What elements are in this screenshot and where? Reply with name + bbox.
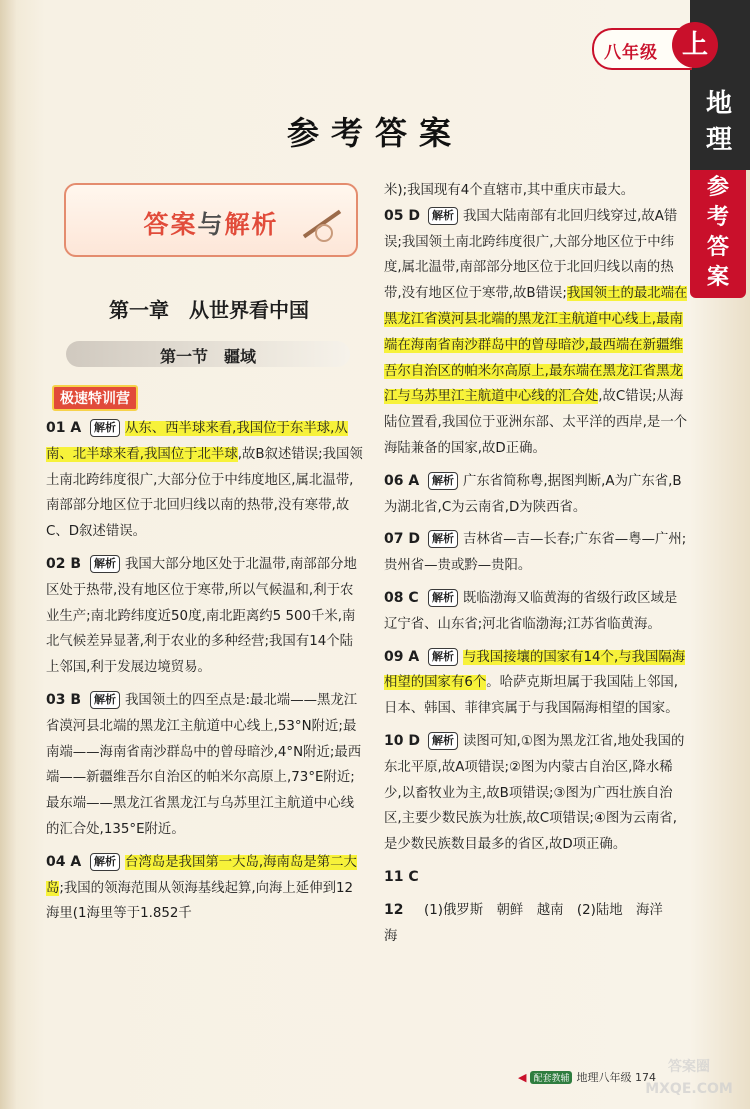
analysis-tag: 解析 (90, 853, 120, 871)
paperclip-icon (315, 224, 333, 242)
analysis-tag: 解析 (428, 530, 458, 548)
banner-text-analysis: 解析 (224, 210, 279, 239)
analysis-text: ,故B叙述错误;我国领土南北跨纬度很广,大部分位于中纬度地区,属北温带,南部部分地区位于北回归线以南的热带,没有寒带,故C、D叙述错误。 (46, 446, 363, 540)
right-answer-item (384, 865, 688, 891)
question-number: 03 B (46, 691, 82, 708)
item-gap (46, 927, 364, 934)
right-answer-item (384, 527, 688, 579)
right-answer-item (384, 204, 688, 462)
highlighted-text: 台湾岛是我国第一大岛,海南岛是第二大岛 (46, 854, 357, 896)
right-answer-item (384, 645, 688, 722)
analysis-tag: 解析 (428, 732, 458, 750)
item-gap (384, 722, 688, 729)
item-gap (46, 843, 364, 850)
analysis-tag: 解析 (90, 691, 120, 709)
term-badge: 上 (672, 22, 718, 68)
question-number: 08 C (384, 589, 419, 606)
question-number: 01 A (46, 420, 82, 436)
analysis-tag: 解析 (428, 207, 458, 225)
page-number: 174 (634, 1071, 656, 1084)
left-column (46, 416, 364, 934)
item-gap (384, 520, 688, 527)
item-gap (384, 462, 688, 469)
highlighted-text: 从东、西半球来看,我国位于东半球,从南、北半球来看,我国位于北半球 (46, 421, 348, 462)
question-number: 09 A (384, 648, 420, 665)
footer-text: 地理八年级 (576, 1071, 632, 1084)
subject-label: 地 理 (705, 89, 732, 155)
banner-text-answer: 答案 (143, 210, 198, 239)
question-number: 06 A (384, 472, 420, 489)
question-number: 12 (384, 901, 404, 918)
analysis-text: ,故C错误;从海陆位置看,我国位于亚洲东部、太平洋的西岸,是一个海陆兼备的国家,故D正确。 (384, 389, 688, 456)
analysis-text: ;我国的领海范围从领海基线起算,向海上延伸到12海里(1海里等于1.852千 (46, 880, 354, 922)
answer-tab-label: 参 考 答 案 (706, 174, 729, 290)
highlighted-text: 与我国接壤的国家有14个,与我国隔海相望的国家有6个 (384, 649, 686, 691)
analysis-text: 读图可知,①图为黑龙江省,地处我国的东北平原,故A项错误;②图为内蒙古自治区,降水稀少,以畜牧业为主,故B项错误;③图为广西壮族自治区,主要少数民族为壮族,故C项错误;④图为云南省,是少数民族数目最多的省区,故D项正确。 (384, 733, 685, 853)
analysis-text: 既临渤海又临黄海的省级行政区域是辽宁省、山东省;河北省临渤海;江苏省临黄海。 (384, 590, 678, 632)
question-number: 11 C (384, 868, 419, 885)
section-title: 第一节 疆域 (159, 347, 256, 366)
question-number: 05 D (384, 207, 420, 224)
question-number: 10 D (384, 732, 420, 749)
analysis-tag: 解析 (90, 555, 120, 573)
watermark-text: 答案圈 (668, 1059, 710, 1075)
analysis-text: 广东省简称粤,据图判断,A为广东省,B为湖北省,C为云南省,D为陕西省。 (384, 473, 682, 515)
left-answer-item (46, 416, 364, 545)
training-tag: 极速特训营 (52, 385, 138, 411)
analysis-tag: 解析 (428, 472, 458, 490)
answer-text: (1)俄罗斯 朝鲜 越南 (2)陆地 海洋 海 (384, 902, 677, 944)
highlighted-text: 我国领土的最北端在黑龙江省漠河县北端的黑龙江主航道中心线上,最南端在海南省南沙群岛中的曾母暗沙,最西端在新疆维吾尔自治区的帕米尔高原上,最东端在黑龙江省黑龙江与乌苏里江主航道中心线的汇合处 (384, 286, 688, 405)
item-gap (46, 545, 364, 552)
continued-text: 米);我国现有4个直辖市,其中重庆市最大。 (384, 183, 635, 198)
question-number: 02 B (46, 555, 82, 572)
right-answer-item (384, 469, 688, 521)
item-gap (384, 858, 688, 865)
question-number: 07 D (384, 531, 420, 548)
banner-text-and: 与 (197, 210, 225, 239)
grade-label: 八年级 (604, 43, 658, 63)
question-number: 04 A (46, 853, 82, 870)
right-answer-item (384, 586, 688, 638)
item-gap (384, 891, 688, 898)
watermark-logo (638, 1056, 740, 1104)
analysis-tag: 解析 (428, 589, 458, 607)
left-answer-item (46, 552, 364, 681)
left-answer-item (46, 688, 364, 843)
analysis-text: 我国领土的四至点是:最北端——黑龙江省漠河县北端的黑龙江主航道中心线上,53°N附近;最南端——海南省南沙群岛中的曾母暗沙,4°N附近;最西端——新疆维吾尔自治区的帕米尔高原上,73°E附近;最东端——黑龙江省黑龙江与乌苏里江主航道中心线的汇合处,135°E附近。 (46, 692, 362, 837)
right-answer-item (384, 729, 688, 858)
answer-analysis-banner (64, 183, 358, 257)
binding-edge (0, 0, 16, 1109)
banner-title (66, 205, 356, 241)
analysis-tag: 解析 (90, 419, 120, 437)
chapter-title: 第一章 从世界看中国 (109, 298, 309, 322)
page-title: 参考答案 (286, 114, 463, 152)
right-answer-item (384, 898, 688, 950)
analysis-tag: 解析 (428, 648, 458, 666)
analysis-text: 我国大部分地区处于北温带,南部部分地区处于热带,没有地区位于寒带,所以气候温和,利于农业生产;南北跨纬度近50度,南北距离约5 500千米,南北气候差异显著,利于农业的多种经营;我国有14个陆上邻国,利于发展边境贸易。 (46, 556, 357, 676)
item-gap (384, 638, 688, 645)
footer-badge: 配套教辅 (530, 1071, 572, 1084)
item-gap (46, 681, 364, 688)
analysis-text: 吉林省—吉—长春;广东省—粤—广州;贵州省—贵或黔—贵阳。 (384, 532, 687, 574)
footer-arrow-icon: ◀ (518, 1071, 527, 1084)
left-answer-item (46, 850, 364, 927)
analysis-text: 我国大陆南部有北回归线穿过,故A错误;我国领土南北跨纬度很广,大部分地区位于中纬度,属北温带,南部部分地区位于北回归线以南的热带,没有地区位于寒带,故B错误; (384, 208, 678, 302)
item-gap (384, 579, 688, 586)
analysis-text: 。哈萨克斯坦属于我国陆上邻国,日本、韩国、菲律宾属于与我国隔海相望的国家。 (384, 675, 679, 717)
right-column (384, 178, 688, 949)
watermark-url: MXQE.COM (645, 1081, 733, 1097)
